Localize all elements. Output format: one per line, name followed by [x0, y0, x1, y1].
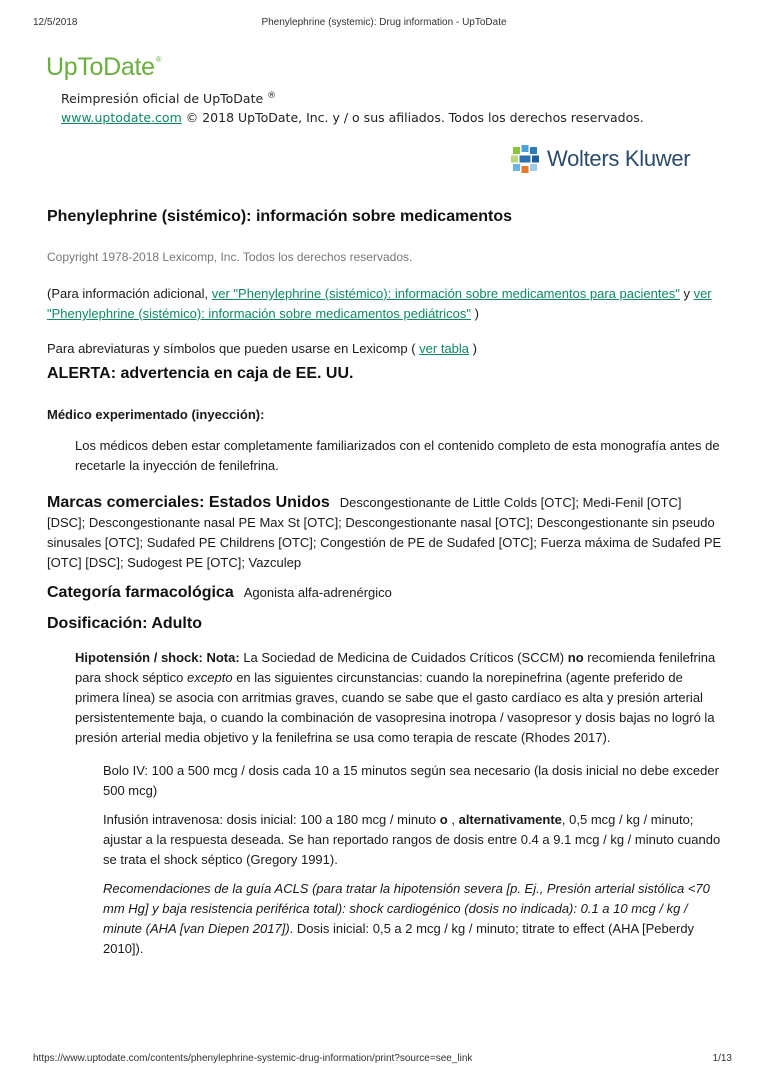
publisher-name: Wolters Kluwer: [547, 146, 691, 171]
pediatric-info-link[interactable]: ver "Phenylephrine (sistémico): información sobre medicamentos pediátricos": [47, 286, 712, 321]
page-url: https://www.uptodate.com/contents/phenylephrine-systemic-drug-information/print?source=see_link: [33, 1053, 473, 1064]
brand-names-section: [47, 493, 723, 573]
category-value: Agonista alfa-adrenérgico: [243, 585, 392, 600]
registered-mark: ®: [155, 55, 162, 64]
boxed-warning-heading: ALERTA: advertencia en caja de EE. UU.: [47, 365, 354, 382]
reprint-line: Reimpresión oficial de UpToDate: [61, 91, 264, 107]
page-number: 1/13: [712, 1053, 732, 1064]
print-date: 12/5/2018: [33, 17, 78, 28]
reprint-registered-mark: ®: [267, 91, 277, 101]
page-title: Phenylephrine (sistémico): información sobre medicamentos: [47, 208, 512, 225]
print-title: Phenylephrine (systemic): Drug information - UpToDate: [261, 17, 507, 28]
uptodate-logo[interactable]: UpToDate®: [46, 53, 162, 81]
pharmacologic-category: [47, 583, 723, 603]
lexicomp-copyright: Copyright 1978-2018 Lexicomp, Inc. Todos los derechos reservados.: [47, 250, 413, 264]
drug-monograph: [47, 205, 723, 959]
boxed-warning-text: Los médicos deben estar completamente familiarizados con el contenido completo de esta monografía antes de recetarle la inyección de fenilefrina.: [75, 438, 720, 473]
copyright-line: © 2018 UpToDate, Inc. y / o sus afiliados. Todos los derechos reservados.: [185, 110, 644, 126]
additional-info: (Para información adicional, ver "Phenylephrine (sistémico): información sobre medicamentos para pacientes" y ver "Phenylephrine (sistémico): información sobre medicamentos pediátricos" ): [47, 286, 712, 321]
brand-names-list: Descongestionante de Little Colds [OTC]; Medi-Fenil [OTC] [DSC]; Descongestionante nasal PE Max St [OTC]; Descongestionante nasal [OTC]; Descongestionante sin pseudo sinusales [OTC]; Sudafed PE Childrens [OTC]; Congestión de PE de Sudafed [OTC]; Fuerza máxima de Sudafed PE [OTC] [DSC]; Sudogest PE [OTC]; Vazculep: [47, 495, 722, 570]
category-heading: Categoría farmacológica: [47, 584, 234, 601]
iv-bolus-dose: Bolo IV: 100 a 500 mcg / dosis cada 10 a 15 minutos según sea necesario (la dosis inicial no debe exceder 500 mcg): [103, 763, 719, 798]
boxed-warning-subheading: Médico experimentado (inyección):: [47, 407, 265, 422]
iv-infusion-dose: Infusión intravenosa: dosis inicial: 100 a 180 mcg / minuto o , alternativamente, 0,5 mcg / kg / minuto; ajustar a la respuesta deseada. Se han reportado rangos de dosis entre 0.4 a 9.1 mcg / kg / minuto cuando se trata el shock séptico (Gregory 1991).: [103, 812, 721, 867]
abbreviations-note: Para abreviaturas y símbolos que pueden usarse en Lexicomp ( ver tabla ): [47, 341, 478, 356]
reprint-notice: [61, 87, 644, 127]
patient-info-link[interactable]: ver "Phenylephrine (sistémico): información sobre medicamentos para pacientes": [211, 286, 680, 301]
wolters-kluwer-logo: [508, 142, 690, 176]
brand-names-heading: Marcas comerciales: Estados Unidos: [47, 494, 330, 511]
abbreviations-table-link[interactable]: ver tabla: [419, 341, 470, 356]
wolters-kluwer-globe-icon: [508, 142, 542, 176]
acls-recommendation: Recomendaciones de la guía ACLS (para tratar la hipotensión severa [p. Ej., Presión arterial sistólica <70 mm Hg] y baja resistencia periférica total): shock cardiogénico (dosis no indicada): 0.1 a 10 mcg / kg / minute (AHA [van Diepen 2017]). Dosis inicial: 0,5 a 2 mcg / kg / minuto; titrate to effect (AHA [Peberdy 2010]).: [103, 881, 710, 956]
uptodate-site-link[interactable]: www.uptodate.com: [61, 110, 182, 126]
hypotension-note: Hipotensión / shock: Nota: La Sociedad de Medicina de Cuidados Críticos (SCCM) no recomienda fenilefrina para shock séptico excepto en las siguientes circunstancias: cuando la norepinefrina (agente preferido de primera línea) se asocia con arritmias graves, cuando se sabe que el gasto cardíaco es alta y presión arterial persistentemente baja, o cuando la combinación de vasopresina inotropa / vasopresor y dosis bajas no logró la presión arterial media objetivo y la fenilefrina se usa como terapia de rescate (Rhodes 2017).: [75, 650, 716, 745]
adult-dosing-heading: Dosificación: Adulto: [47, 615, 202, 632]
